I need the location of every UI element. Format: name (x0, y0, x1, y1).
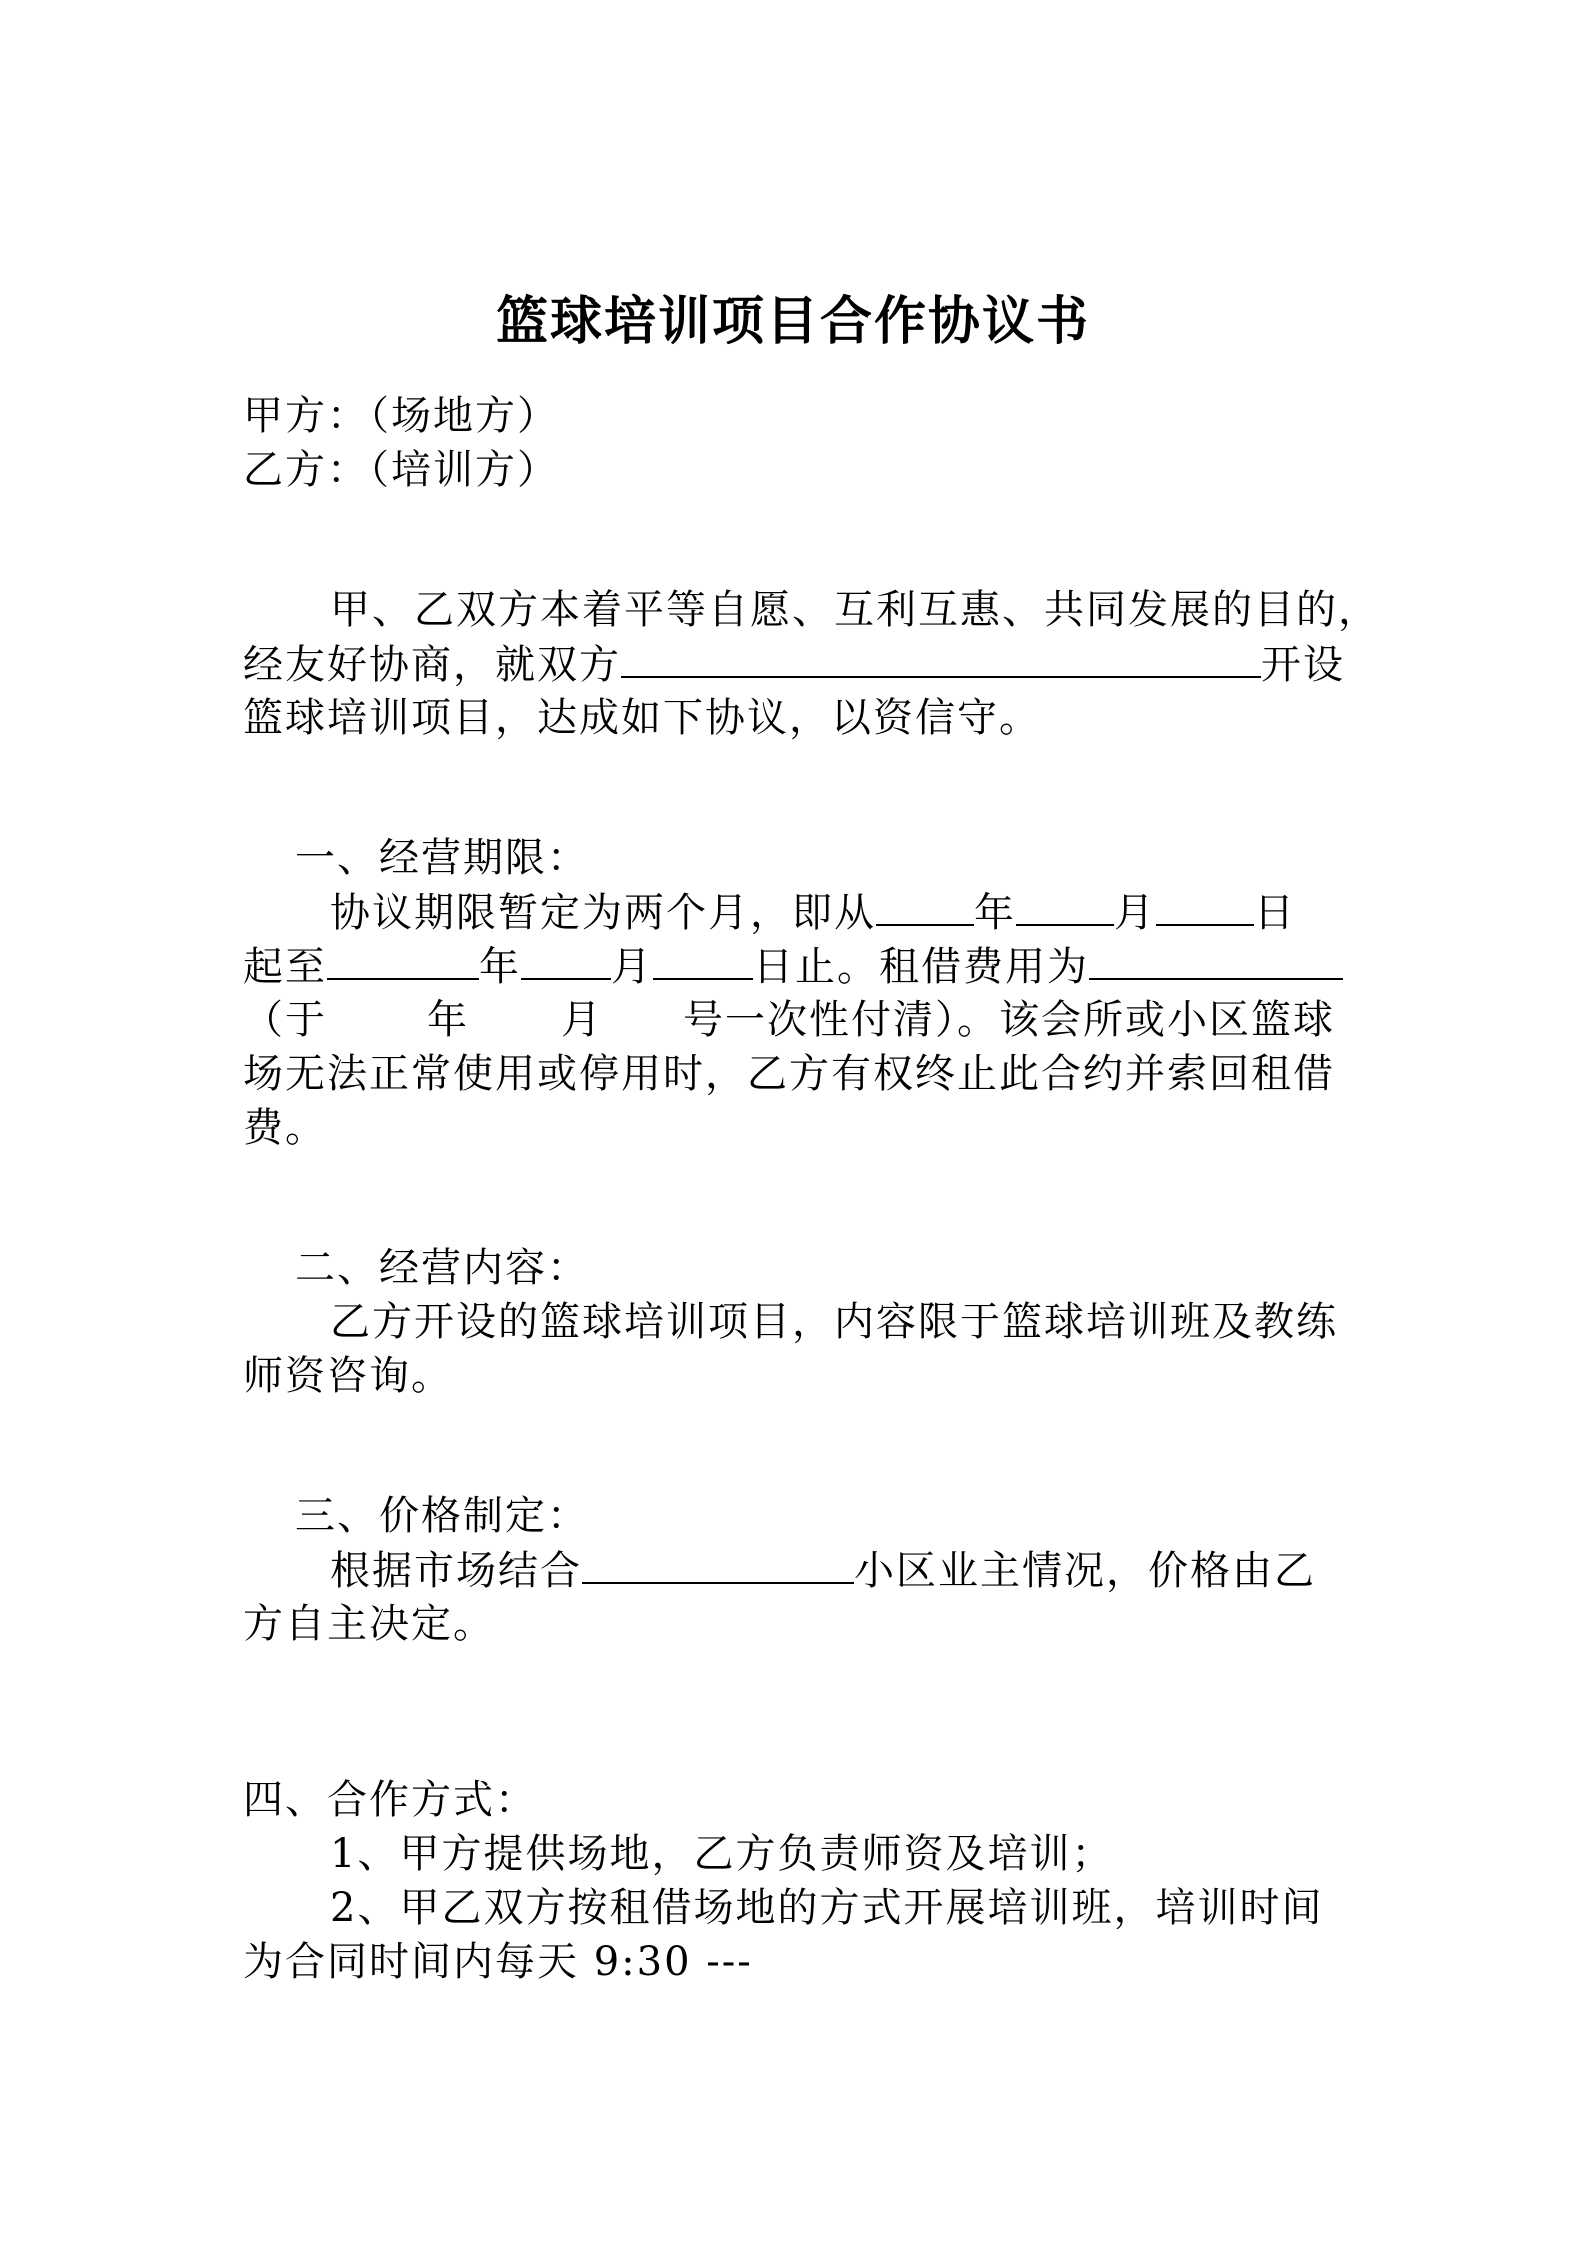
section-1-line-3 (243, 992, 1335, 1048)
section-1-line-2 (243, 938, 1343, 995)
document-title: 篮球培训项目合作协议书 (495, 291, 1090, 352)
start-year-label: 年 (974, 890, 1016, 936)
end-year-label: 年 (479, 944, 521, 990)
intro-line-2-text: 经友好协商，就双方 (243, 642, 621, 688)
section-1-line-4: 场无法正常使用或停用时，乙方有权终止此合约并索回租借 (243, 1051, 1335, 1097)
pay-year-label: 年 (427, 997, 469, 1043)
start-month-blank[interactable] (1016, 884, 1114, 926)
section-4-heading: 四、合作方式： (243, 1777, 537, 1823)
pay-month-label: 月 (561, 997, 603, 1043)
section-3-line-1-text: 根据市场结合 (330, 1548, 582, 1594)
section-1-line-5: 费。 (243, 1105, 327, 1151)
section-1-line-2-end: 日止。租借费用为 (753, 944, 1089, 990)
start-month-label: 月 (1114, 890, 1156, 936)
section-3-heading: 三、价格制定： (295, 1493, 589, 1539)
section-2-heading: 二、经营内容： (295, 1245, 589, 1291)
section-3-line-2: 方自主决定。 (243, 1601, 495, 1647)
end-month-label: 月 (611, 944, 653, 990)
section-1-line-2-text: 起至 (243, 944, 327, 990)
rental-fee-blank[interactable] (1089, 938, 1343, 980)
intro-line-1: 甲、乙双方本着平等自愿、互利互惠、共同发展的目的， (330, 587, 1380, 633)
section-2-line-2: 师资咨询。 (243, 1353, 453, 1399)
party-a-line: 甲方：（场地方） (243, 393, 559, 439)
end-month-blank[interactable] (521, 938, 611, 980)
section-1-line-3-open: （于 (243, 997, 327, 1043)
start-day-label: 日 (1254, 890, 1296, 936)
intro-line-2 (243, 636, 1345, 693)
end-day-blank[interactable] (653, 938, 753, 980)
section-4-item-2-line-1: 2、甲乙双方按租借场地的方式开展培训班，培训时间 (330, 1885, 1324, 1931)
section-1-line-1 (330, 884, 1296, 941)
intro-line-2-end: 开设 (1261, 642, 1345, 688)
section-1-heading: 一、经营期限： (295, 835, 589, 881)
section-3-line-1-end: 小区业主情况，价格由乙 (854, 1548, 1316, 1594)
section-1-line-3-end: 号一次性付清）。该会所或小区篮球 (683, 997, 1335, 1043)
party-b-line: 乙方：（培训方） (243, 447, 559, 493)
section-4-item-2-line-2: 为合同时间内每天 9:30 --- (243, 1939, 753, 1985)
end-year-blank[interactable] (327, 938, 479, 980)
section-2-line-1: 乙方开设的篮球培训项目，内容限于篮球培训班及教练 (330, 1299, 1338, 1345)
community-name-blank[interactable] (582, 1542, 854, 1584)
start-year-blank[interactable] (876, 884, 974, 926)
start-day-blank[interactable] (1156, 884, 1254, 926)
section-3-line-1 (330, 1542, 1316, 1599)
section-4-item-1: 1、甲方提供场地，乙方负责师资及培训； (330, 1831, 1114, 1877)
project-name-blank[interactable] (621, 636, 1261, 678)
section-1-line-1-text: 协议期限暂定为两个月，即从 (330, 890, 876, 936)
intro-line-3: 篮球培训项目，达成如下协议，以资信守。 (243, 695, 1041, 741)
